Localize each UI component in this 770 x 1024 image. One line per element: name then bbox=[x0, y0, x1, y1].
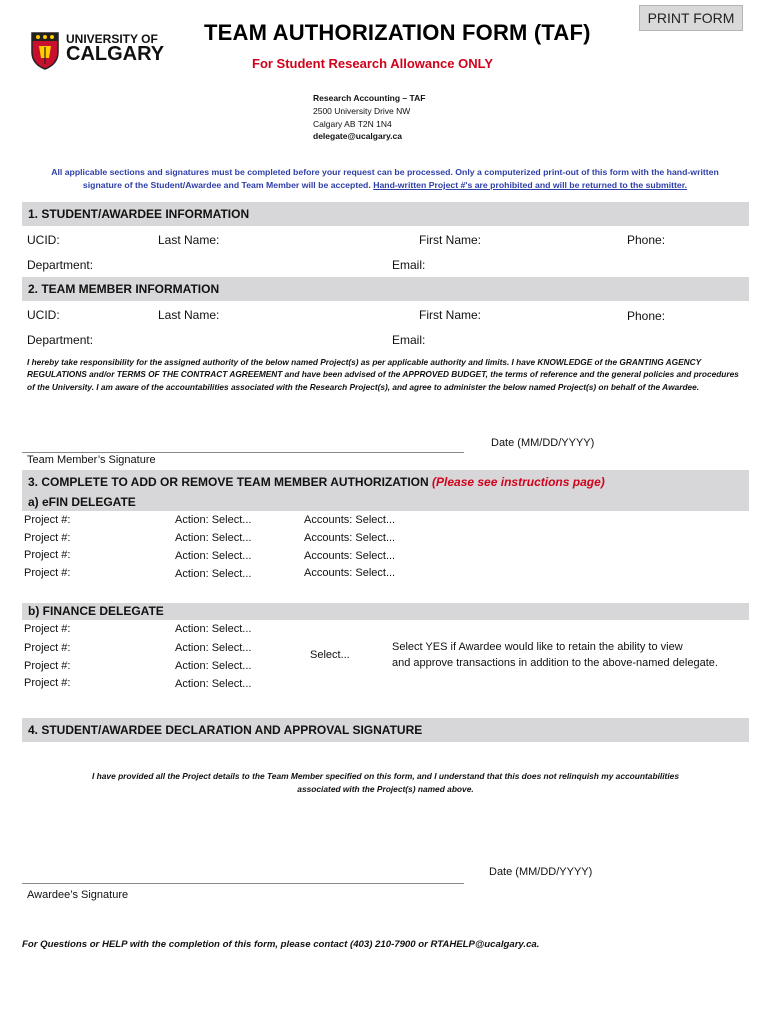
section-3-title: 3. COMPLETE TO ADD OR REMOVE TEAM MEMBER AUTHORIZATION bbox=[28, 475, 429, 489]
retain-access-text-2: and approve transactions in addition to the above-named delegate. bbox=[392, 657, 718, 669]
finance-project-label[interactable]: Project #: bbox=[24, 677, 71, 689]
university-logo bbox=[30, 30, 170, 70]
address-line-3: Calgary AB T2N 1N4 bbox=[313, 119, 392, 129]
finance-action-select[interactable]: Select... bbox=[211, 660, 252, 672]
student-first-name-label[interactable]: First Name: bbox=[419, 233, 482, 247]
awardee-date-label[interactable]: Date (MM/DD/YYYY) bbox=[489, 866, 593, 878]
team-member-date-label[interactable]: Date (MM/DD/YYYY) bbox=[491, 437, 595, 449]
efin-action-label: Action: Select... bbox=[175, 550, 252, 562]
member-last-name-label[interactable]: Last Name: bbox=[158, 308, 220, 322]
efin-action-select[interactable]: Select... bbox=[211, 532, 252, 544]
finance-action-label: Action: Select... bbox=[175, 660, 252, 672]
notice-text-2: signature of the Student/Awardee and Team Member will be accepted. bbox=[82, 180, 374, 190]
finance-project-label[interactable]: Project #: bbox=[24, 642, 71, 654]
finance-action-label: Action: Select... bbox=[175, 678, 252, 690]
form-title: TEAM AUTHORIZATION FORM (TAF) bbox=[204, 20, 591, 45]
efin-action-label: Action: Select... bbox=[175, 568, 252, 580]
help-contact-text: For Questions or HELP with the completion of this form, please contact (403) 210-7900 or RTAHELP@ucalgary.ca. bbox=[22, 939, 540, 950]
address-line-2: 2500 University Drive NW bbox=[313, 106, 411, 116]
efin-project-label[interactable]: Project #: bbox=[24, 532, 71, 544]
team-member-signature-label: Team Member’s Signature bbox=[27, 454, 156, 466]
efin-project-label[interactable]: Project #: bbox=[24, 567, 71, 579]
member-ucid-label[interactable]: UCID: bbox=[27, 308, 60, 322]
section-3-header bbox=[22, 470, 749, 494]
team-member-signature-line[interactable] bbox=[22, 452, 464, 453]
section-3-note: (Please see instructions page) bbox=[432, 475, 605, 489]
efin-accounts-select[interactable]: Select... bbox=[355, 567, 396, 579]
member-first-name-label[interactable]: First Name: bbox=[419, 308, 482, 322]
finance-action-select[interactable]: Select... bbox=[211, 642, 252, 654]
member-email-label[interactable]: Email: bbox=[392, 333, 426, 347]
retain-access-text-1: Select YES if Awardee would like to retain the ability to view bbox=[392, 641, 683, 653]
efin-project-label[interactable]: Project #: bbox=[24, 549, 71, 561]
student-email-label[interactable]: Email: bbox=[392, 258, 426, 272]
efin-accounts-label: Accounts: Select... bbox=[304, 532, 396, 544]
submission-notice bbox=[30, 166, 740, 192]
awardee-signature-line[interactable] bbox=[22, 883, 464, 884]
notice-text-1: All applicable sections and signatures must be completed before your request can be processed. Only a computerized print-out of this form with the hand-written bbox=[51, 167, 719, 177]
efin-accounts-label: Accounts: Select... bbox=[304, 550, 396, 562]
finance-delegate-header: b) FINANCE DELEGATE bbox=[22, 603, 749, 620]
efin-action-select[interactable]: Select... bbox=[211, 568, 252, 580]
efin-accounts-select[interactable]: Select... bbox=[355, 550, 396, 562]
member-phone-label[interactable]: Phone: bbox=[627, 309, 666, 323]
awardee-declaration bbox=[22, 770, 749, 795]
team-member-statement: I hereby take responsibility for the assigned authority of the below named Project(s) as per applicable authority and limits. I have KNOWLEDGE of the GRANTING AGENCY REGULATIONS and/or TERMS OF THE CONTRACT AGREEMENT and have been advised of the APPROVED BUDGET, the terms of reference and the general policies and procedures of the University. I am aware of the accountabilities associated with the Research Project(s), and agree to administer the below named Project(s) on behalf of the Awardee. bbox=[27, 357, 739, 392]
retain-access-select[interactable]: Select... bbox=[310, 649, 350, 661]
print-form-button[interactable]: PRINT FORM bbox=[639, 5, 743, 31]
efin-project-label[interactable]: Project #: bbox=[24, 514, 71, 526]
section-1-header: 1. STUDENT/AWARDEE INFORMATION bbox=[22, 202, 749, 226]
efin-action-label: Action: Select... bbox=[175, 514, 252, 526]
efin-accounts-label: Accounts: Select... bbox=[304, 567, 396, 579]
student-phone-label[interactable]: Phone: bbox=[627, 233, 666, 247]
efin-accounts-select[interactable]: Select... bbox=[355, 532, 396, 544]
university-name-top: UNIVERSITY OF bbox=[66, 32, 158, 46]
efin-delegate-header: a) eFIN DELEGATE bbox=[22, 494, 749, 511]
declaration-line-2: associated with the Project(s) named above. bbox=[297, 783, 474, 794]
crest-icon bbox=[30, 30, 60, 70]
finance-action-label: Action: Select... bbox=[175, 623, 252, 635]
form-subtitle: For Student Research Allowance ONLY bbox=[252, 56, 494, 71]
efin-action-label: Action: Select... bbox=[175, 532, 252, 544]
finance-project-label[interactable]: Project #: bbox=[24, 623, 71, 635]
section-2-header: 2. TEAM MEMBER INFORMATION bbox=[22, 277, 749, 301]
student-department-label[interactable]: Department: bbox=[27, 258, 94, 272]
finance-action-select[interactable]: Select... bbox=[211, 678, 252, 690]
efin-accounts-label: Accounts: Select... bbox=[304, 514, 396, 526]
university-name-bottom: CALGARY bbox=[66, 43, 165, 65]
finance-project-label[interactable]: Project #: bbox=[24, 660, 71, 672]
notice-underlined: Hand-written Project #'s are prohibited and will be returned to the submitter. bbox=[373, 180, 688, 190]
finance-action-select[interactable]: Select... bbox=[211, 623, 252, 635]
address-email: delegate@ucalgary.ca bbox=[313, 131, 402, 141]
efin-action-select[interactable]: Select... bbox=[211, 550, 252, 562]
awardee-signature-label: Awardee’s Signature bbox=[27, 889, 129, 901]
student-last-name-label[interactable]: Last Name: bbox=[158, 233, 220, 247]
student-ucid-label[interactable]: UCID: bbox=[27, 233, 60, 247]
section-4-header: 4. STUDENT/AWARDEE DECLARATION AND APPROVAL SIGNATURE bbox=[22, 718, 749, 742]
member-department-label[interactable]: Department: bbox=[27, 333, 94, 347]
efin-action-select[interactable]: Select... bbox=[211, 514, 252, 526]
declaration-line-1: I have provided all the Project details to the Team Member specified on this form, and I understand that this does not relinquish my accountabilities bbox=[92, 771, 679, 781]
finance-action-label: Action: Select... bbox=[175, 642, 252, 654]
efin-accounts-select[interactable]: Select... bbox=[355, 514, 396, 526]
address-line-1: Research Accounting – TAF bbox=[313, 93, 426, 103]
